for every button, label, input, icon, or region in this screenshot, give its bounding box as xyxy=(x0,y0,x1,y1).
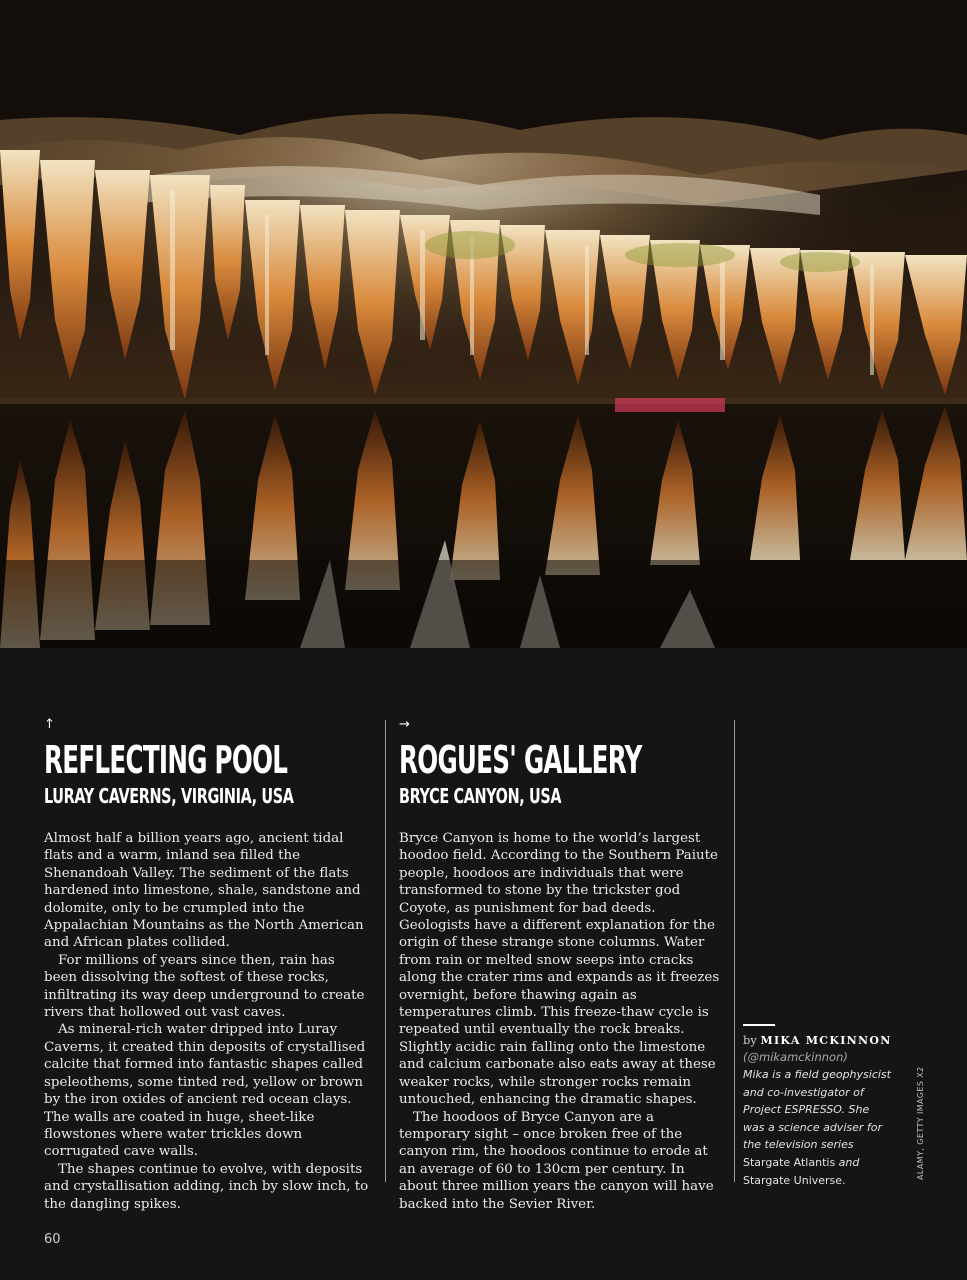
bio-text: Mika is a field geophysicist and co-investigator of Project ESPRESSO. She was a science adviser for the television series xyxy=(743,1068,891,1152)
article-location: BRYCE CANYON, USA xyxy=(399,784,562,808)
article-body xyxy=(399,830,725,1213)
show-title: Stargate Universe xyxy=(743,1173,843,1187)
up-arrow-icon: ↑ xyxy=(44,717,55,732)
column-divider xyxy=(734,720,735,1182)
author-rule xyxy=(743,1024,775,1026)
article-body xyxy=(44,830,370,1213)
photo-credit: ALAMY, GETTY IMAGES X2 xyxy=(916,1066,925,1180)
article-title: ROGUES' GALLERY xyxy=(399,738,642,782)
article-reflecting-pool xyxy=(44,718,370,1213)
article-title: REFLECTING POOL xyxy=(44,738,288,782)
article-rogues-gallery xyxy=(399,718,725,1213)
paragraph: The hoodoos of Bryce Canyon are a temporary sight – once broken free of the canyon rim, the hoodoos continue to erode at an average of 60 to 130cm per century. In about three million years the canyon will have backed into the Sevier River. xyxy=(399,1109,714,1212)
right-arrow-icon: → xyxy=(399,717,410,732)
article-location: LURAY CAVERNS, VIRGINIA, USA xyxy=(44,784,294,808)
author-name: MIKA MCKINNON xyxy=(760,1034,892,1047)
author-bio xyxy=(743,1066,893,1189)
show-title: Stargate Atlantis xyxy=(743,1155,836,1169)
column-divider xyxy=(385,720,386,1182)
author-box xyxy=(743,1024,893,1189)
paragraph: Almost half a billion years ago, ancient tidal flats and a warm, inland sea filled the Shenandoah Valley. The sediment of the flats hardened into limestone, shale, sandstone and dolomite, only to be crumpled into the Appalachian Mountains as the North American and African plates collided. xyxy=(44,831,364,951)
bio-text: and xyxy=(835,1155,860,1169)
paragraph: Bryce Canyon is home to the world’s largest hoodoo field. According to the Southern Paiute people, hoodoos are individuals that were transformed to stone by the trickster god Coyote, as punishment for bad deeds. Geologists have a different explanation for the origin of these strange stone columns. Water from rain or melted snow seeps into cracks along the crater rims and expands as it freezes overnight, before thawing again as temperatures climb. This freeze-thaw cycle is repeated until eventually the rock breaks. Slightly acidic rain falling onto the limestone and calcium carbonate also eats away at these weaker rocks, while stronger rocks remain untouched, enhancing the dramatic shapes. xyxy=(399,831,720,1108)
author-handle: (@mikamckinnon) xyxy=(743,1050,848,1064)
paragraph: The shapes continue to evolve, with deposits and crystallisation adding, inch by slow inch, to the dangling spikes. xyxy=(44,1161,369,1212)
page-number: 60 xyxy=(44,1232,61,1247)
byline xyxy=(743,1032,893,1049)
byline-prefix: by xyxy=(743,1033,757,1047)
paragraph: For millions of years since then, rain has been dissolving the softest of these rocks, infiltrating its way deep underground to create rivers that hollowed out vast caves. xyxy=(44,952,365,1021)
paragraph: As mineral-rich water dripped into Luray Caverns, it created thin deposits of crystallised calcite that formed into fantastic shapes called speleothems, some tinted red, yellow or brown by the iron oxides of ancient red ocean clays. The walls are coated in huge, sheet-like flowstones where water trickles down corrugated cave walls. xyxy=(44,1022,366,1160)
bio-end: . xyxy=(842,1173,846,1187)
